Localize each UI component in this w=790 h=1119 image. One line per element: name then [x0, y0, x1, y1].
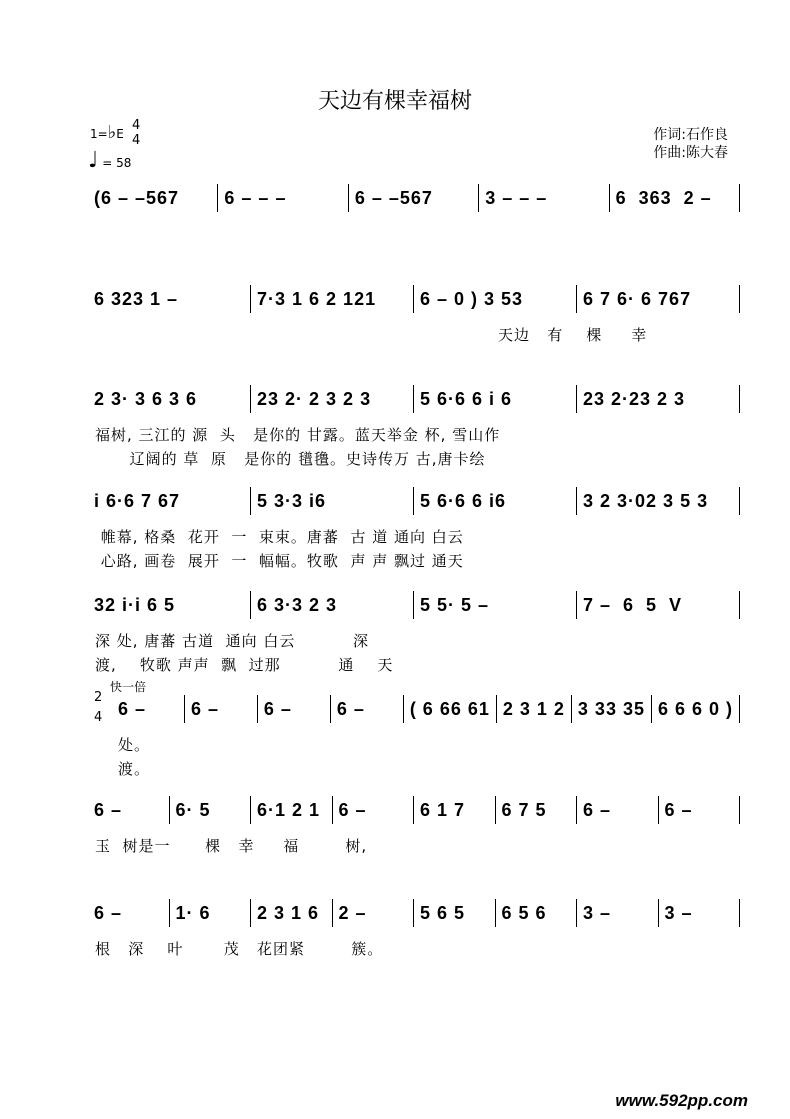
barline: [739, 695, 740, 723]
measure: 2 –: [338, 902, 367, 923]
tempo: [88, 148, 131, 173]
measure: 5 6 5: [420, 902, 466, 923]
measure: 6 7 5: [501, 799, 547, 820]
measure: 3 – – –: [485, 187, 548, 208]
staff-row: [88, 286, 740, 312]
measure: 6 –: [336, 698, 365, 719]
lyric-line: 深 处, 唐蕃 古道 通向 白云 深: [95, 632, 370, 650]
credits: [653, 126, 728, 162]
measure: ( 6 66 61: [409, 698, 490, 719]
lyric-line: 根 深 叶 茂 花团紧 簇。: [95, 940, 384, 958]
measure: 2 3 1 2: [502, 698, 565, 719]
barline: [739, 285, 740, 313]
measure: 3 33 35: [577, 698, 645, 719]
tempo-annotation: 快一倍: [110, 680, 147, 694]
measure: 23 2·23 2 3: [583, 388, 686, 409]
measure: 6 1 7: [420, 799, 466, 820]
measure: 5 6·6 6 i6: [420, 490, 507, 511]
measure: 23 2· 2 3 2 3: [257, 388, 372, 409]
staff-row: [88, 185, 740, 211]
measure: 6 –: [338, 799, 367, 820]
barline: [739, 385, 740, 413]
measure: 6 3·3 2 3: [257, 594, 338, 615]
measure: 6 –: [583, 799, 612, 820]
barline: [739, 796, 740, 824]
barline: [739, 899, 740, 927]
staff-row: [88, 900, 740, 926]
measure: 32 i·i 6 5: [94, 594, 176, 615]
measure: 6 – –567: [354, 187, 433, 208]
measure: 6 – 0 ) 3 53: [420, 288, 524, 309]
staff-row: [88, 797, 740, 823]
barline: [739, 184, 740, 212]
measure: 6 363 2 –: [615, 187, 712, 208]
barline: [739, 591, 740, 619]
measure: 6·1 2 1: [257, 799, 321, 820]
measure: (6 – –567: [94, 187, 180, 208]
measure: 5 3·3 i6: [257, 490, 327, 511]
measure: 6 –: [94, 902, 123, 923]
measure: 6 –: [263, 698, 292, 719]
time-signature: [132, 118, 140, 148]
lyric-line: 玉 树是一 棵 幸 福 树,: [95, 837, 368, 855]
flat-icon: ♭: [107, 122, 117, 143]
time-top: 4: [132, 118, 141, 133]
measure: 1· 6: [175, 902, 211, 923]
measure: 6 5 6: [501, 902, 547, 923]
time-bottom: 4: [132, 133, 141, 148]
key-signature: [90, 122, 124, 143]
barline: [739, 487, 740, 515]
tempo-value: = 58: [102, 156, 132, 170]
measure: 7 – 6 5 V: [583, 594, 683, 615]
measure: 5 5· 5 –: [420, 594, 490, 615]
measure: 3 2 3·02 3 5 3: [583, 490, 709, 511]
measure: 7·3 1 6 2 121: [257, 288, 377, 309]
composer: 作曲:陈大春: [653, 145, 728, 161]
lyric-line: 帷幕, 格桑 花开 一 束束。唐蕃 古 道 通向 白云: [95, 528, 464, 546]
time-bottom: 4: [94, 710, 103, 725]
staff-row: [88, 488, 740, 514]
lyric-line: 辽阔的 草 原 是你的 氆氇。史诗传万 古,唐卡绘: [95, 450, 486, 468]
time-change: [94, 688, 102, 728]
lyric-line: 天边 有 棵 幸: [498, 326, 648, 344]
measure: 6 6 6 0 ): [657, 698, 734, 719]
time-top: 2: [94, 690, 103, 705]
measure: 2 3· 3 6 3 6: [94, 388, 198, 409]
staff-row: [88, 592, 740, 618]
lyric-line: 处。: [118, 736, 151, 754]
measure: 6 323 1 –: [94, 288, 179, 309]
lyric-line: 渡。: [118, 760, 151, 778]
key-note: E: [116, 127, 124, 141]
quarter-note-icon: ♩: [88, 148, 99, 173]
measure: 5 6·6 6 i 6: [420, 388, 513, 409]
lyricist: 作词:石作良: [653, 127, 728, 143]
measure: 6 – – –: [224, 187, 287, 208]
lyric-line: 渡, 牧歌 声声 飘 过那 通 天: [95, 656, 394, 674]
measure: 6 –: [118, 698, 147, 719]
measure: 2 3 1 6: [257, 902, 320, 923]
lyric-line: 福树, 三江的 源 头 是你的 甘露。蓝天举金 杯, 雪山作: [95, 426, 501, 444]
measure: 3 –: [664, 902, 693, 923]
staff-row: [88, 386, 740, 412]
measure: 6 –: [94, 799, 123, 820]
measure: 6· 5: [175, 799, 211, 820]
measure: 6 –: [190, 698, 219, 719]
key-prefix: 1=: [90, 127, 108, 141]
staff-row: [112, 696, 740, 722]
lyric-line: 心路, 画卷 展开 一 幅幅。牧歌 声 声 飘过 通天: [95, 552, 464, 570]
measure: 3 –: [583, 902, 612, 923]
song-title: 天边有棵幸福树: [317, 89, 472, 114]
watermark: www.592pp.com: [615, 1091, 748, 1110]
measure: i 6·6 7 67: [94, 490, 181, 511]
measure: 6 –: [664, 799, 693, 820]
measure: 6 7 6· 6 767: [583, 288, 692, 309]
